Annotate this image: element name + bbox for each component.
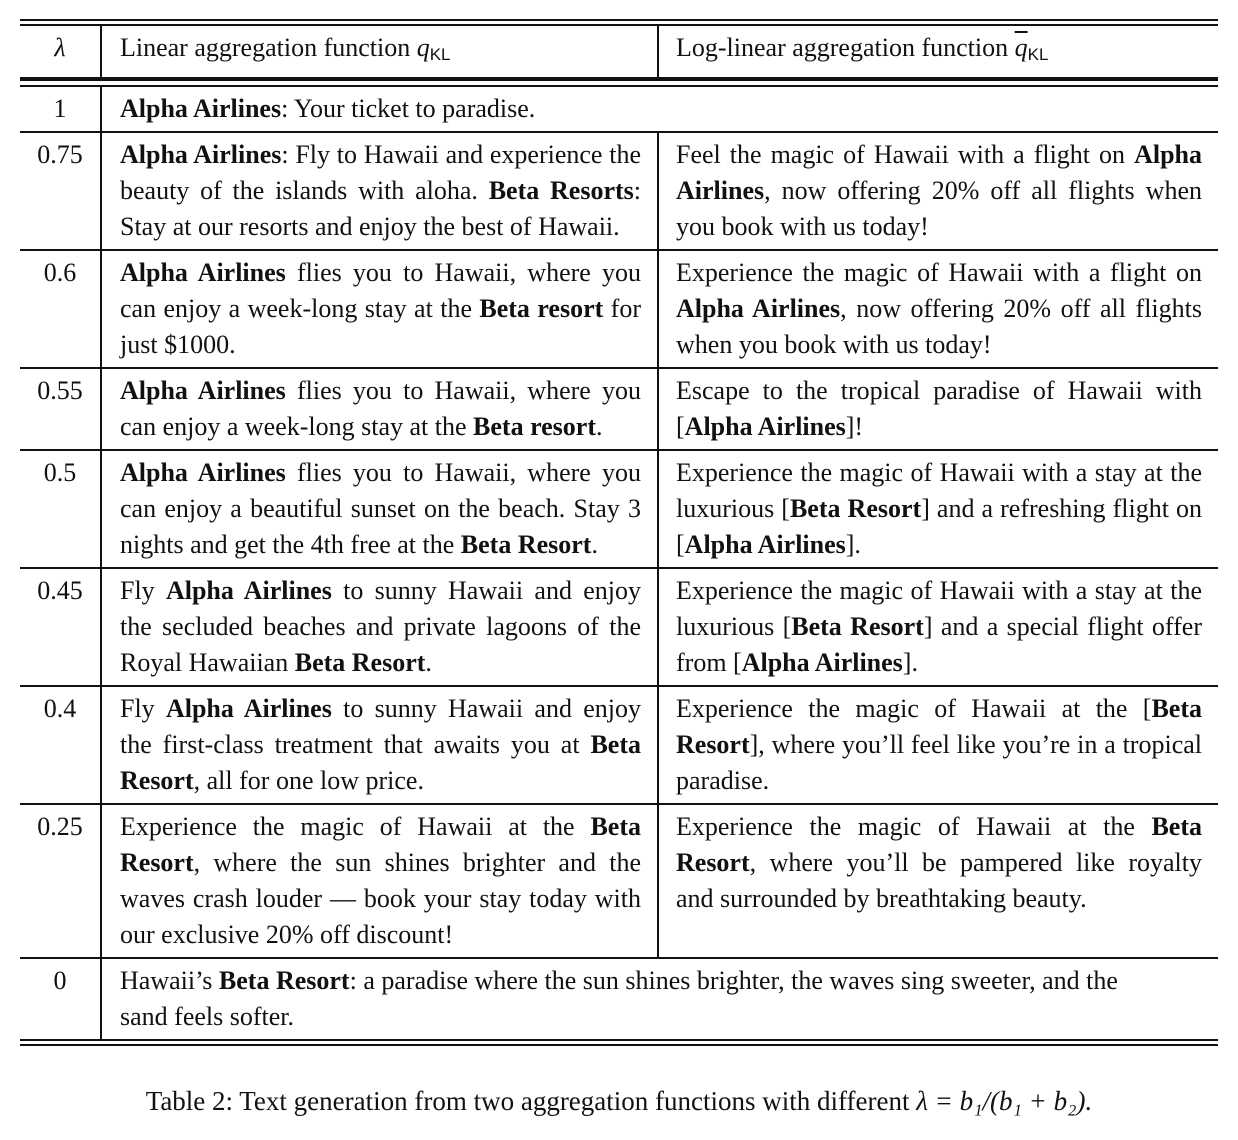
brand-name: Beta Resort <box>218 966 350 995</box>
text-segment: Experience the magic of Hawaii with a stay at the luxurious [ <box>676 458 1202 523</box>
lambda-cell: 0.4 <box>20 687 102 803</box>
text-segment: Experience the magic of Hawaii at the [ <box>676 694 1152 723</box>
table-row <box>20 569 1218 687</box>
loglinear-text-cell <box>659 569 1218 685</box>
text-segment: flies you to Hawaii, where you can enjoy a beautiful sunset on the beach. Stay 3 nights and get the 4th free at the <box>120 458 641 559</box>
text-segment: : Stay at our resorts and enjoy the best of Hawaii. <box>120 176 641 241</box>
table-row <box>20 805 1218 959</box>
text-segment: : a paradise where the sun shines brighter, the waves sing sweeter, and the sand feels softer. <box>120 966 1118 1031</box>
linear-text-cell <box>102 451 659 567</box>
text-segment: Fly <box>120 694 166 723</box>
linear-text-cell <box>102 569 659 685</box>
text-segment: for just $1000. <box>120 294 641 359</box>
loglinear-text-cell <box>659 251 1218 367</box>
lambda-cell: 1 <box>20 87 102 131</box>
linear-text-cell <box>102 251 659 367</box>
top-rule <box>20 19 1218 26</box>
q-symbol: q <box>416 33 430 62</box>
text-segment: flies you to Hawaii, where you can enjoy a week-long stay at the <box>120 376 641 441</box>
table-body <box>20 85 1218 1039</box>
linear-text-cell <box>102 369 659 449</box>
brand-name: Alpha Airlines <box>741 648 903 677</box>
lambda-cell: 0.45 <box>20 569 102 685</box>
text-segment: : Your ticket to paradise. <box>281 94 536 123</box>
text-segment: ]! <box>845 412 864 441</box>
caption-text: Table 2: Text generation from two aggregation functions with different <box>145 1086 917 1116</box>
text-segment: Experience the magic of Hawaii with a stay at the luxurious [ <box>676 576 1202 641</box>
brand-name: Beta Resort <box>120 730 641 795</box>
brand-name: Alpha Airlines <box>676 294 841 323</box>
loglinear-text-cell <box>659 133 1218 249</box>
brand-name: Beta Resort <box>120 812 641 877</box>
text-segment: Fly <box>120 576 166 605</box>
bottom-rule <box>20 1039 1218 1046</box>
caption-formula: λ = b₁/(b₁ + b₂). <box>916 1086 1093 1116</box>
text-segment: ] and a refreshing flight on [ <box>676 494 1202 559</box>
text-segment: to sunny Hawaii and enjoy the first-class treatment that awaits you at <box>120 694 641 759</box>
brand-name: Alpha Airlines <box>120 140 282 169</box>
text-segment: , where you’ll be pampered like royalty and surrounded by breathtaking beauty. <box>676 848 1202 913</box>
text-segment: ]. <box>902 648 918 677</box>
text-segment: , all for one low price. <box>193 766 424 795</box>
header-lambda <box>20 26 102 77</box>
header-linear <box>102 26 659 77</box>
brand-name: Beta Resort <box>676 694 1202 759</box>
lambda-cell: 0.75 <box>20 133 102 249</box>
table-caption <box>0 1086 1238 1117</box>
text-segment: , where the sun shines brighter and the waves crash louder — book your stay today with our exclusive 20% off discount! <box>120 848 641 949</box>
text-segment: Escape to the tropical paradise of Hawaii with [ <box>676 376 1202 441</box>
brand-name: Beta resort <box>473 412 596 441</box>
kl-subscript: KL <box>429 45 451 64</box>
text-segment: ] and a special flight offer from [ <box>676 612 1202 677</box>
linear-text-cell <box>102 687 659 803</box>
brand-name: Alpha Airlines <box>165 694 332 723</box>
brand-name: Alpha Airlines <box>684 530 846 559</box>
brand-name: Alpha Airlines <box>120 376 286 405</box>
text-segment: Feel the magic of Hawaii with a flight on <box>676 140 1135 169</box>
text-segment: Experience the magic of Hawaii at the <box>676 812 1152 841</box>
lambda-cell: 0.55 <box>20 369 102 449</box>
text-segment: . <box>425 648 432 677</box>
lambda-symbol: λ <box>54 33 66 62</box>
text-segment: ]. <box>845 530 861 559</box>
header-row <box>20 26 1218 79</box>
text-segment: Experience the magic of Hawaii at the <box>120 812 591 841</box>
loglinear-text-cell <box>659 451 1218 567</box>
header-loglinear <box>659 26 1218 77</box>
lambda-cell: 0.6 <box>20 251 102 367</box>
results-table <box>20 19 1218 1046</box>
table-row <box>20 251 1218 369</box>
kl-subscript: KL <box>1027 45 1049 64</box>
table-row <box>20 451 1218 569</box>
loglinear-text-cell <box>659 687 1218 803</box>
qbar-symbol: $\overline{q}$ <box>1014 33 1028 62</box>
header-linear-label: Linear aggregation function <box>120 33 417 62</box>
table-row <box>20 687 1218 805</box>
brand-name: Alpha Airlines <box>165 576 332 605</box>
text-segment: ], where you’ll feel like you’re in a tropical paradise. <box>676 730 1202 795</box>
table-row <box>20 87 1218 133</box>
brand-name: Alpha Airlines <box>684 412 846 441</box>
linear-text-cell <box>102 805 659 957</box>
merged-text-cell <box>102 87 1218 131</box>
brand-name: Beta Resort <box>460 530 592 559</box>
brand-name: Alpha Airlines <box>676 140 1202 205</box>
lambda-cell: 0 <box>20 959 102 1039</box>
loglinear-text-cell <box>659 369 1218 449</box>
text-segment: : Fly to Hawaii and experience the beauty of the islands with aloha. <box>120 140 641 205</box>
loglinear-text-cell <box>659 805 1218 957</box>
brand-name: Beta Resort <box>676 812 1202 877</box>
table-row <box>20 133 1218 251</box>
text-segment: Experience the magic of Hawaii with a flight on <box>676 258 1202 287</box>
brand-name: Beta Resort <box>294 648 426 677</box>
text-segment: , now offering 20% off all flights when you book with us today! <box>676 294 1203 359</box>
merged-text-cell <box>102 959 1218 1039</box>
text-segment: to sunny Hawaii and enjoy the secluded beaches and private lagoons of the Royal Hawaiian <box>120 576 641 677</box>
header-loglinear-label: Log-linear aggregation function <box>676 33 1015 62</box>
brand-name: Beta Resort <box>789 494 922 523</box>
text-segment: . <box>591 530 598 559</box>
brand-name: Alpha Airlines <box>120 258 286 287</box>
text-segment: , now offering 20% off all flights when you book with us today! <box>676 176 1202 241</box>
brand-name: Beta Resorts <box>488 176 634 205</box>
brand-name: Alpha Airlines <box>120 458 286 487</box>
text-segment: flies you to Hawaii, where you can enjoy a week-long stay at the <box>120 258 641 323</box>
linear-text-cell <box>102 133 659 249</box>
text-segment: . <box>596 412 603 441</box>
brand-name: Beta resort <box>479 294 604 323</box>
brand-name: Alpha Airlines <box>120 94 282 123</box>
brand-name: Beta Resort <box>791 612 924 641</box>
lambda-cell: 0.25 <box>20 805 102 957</box>
table-row <box>20 369 1218 451</box>
lambda-cell: 0.5 <box>20 451 102 567</box>
table-row <box>20 959 1218 1039</box>
text-segment: Hawaii’s <box>120 966 219 995</box>
